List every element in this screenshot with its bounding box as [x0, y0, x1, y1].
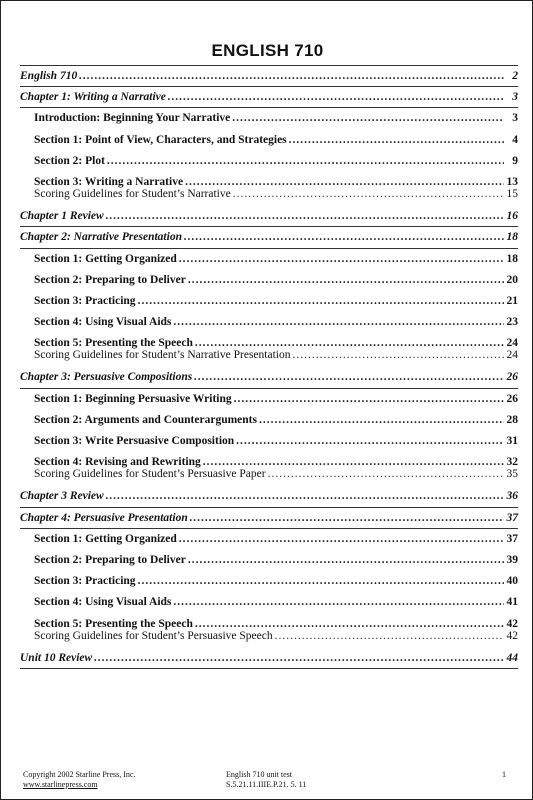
dot-leader: [292, 350, 504, 361]
toc-subentry-row: [20, 350, 518, 363]
dot-leader: [106, 486, 504, 507]
dot-leader: [179, 529, 504, 550]
toc-section-row: [20, 550, 518, 571]
toc-entry-label: Section 4: Using Visual Aids: [34, 596, 172, 609]
toc-chapter-row: [20, 227, 518, 248]
toc-chapter-row: [20, 508, 518, 529]
toc-entry: [34, 529, 518, 550]
toc-entry-page: 24: [506, 337, 518, 350]
toc-entry-page: 13: [506, 175, 518, 188]
toc-entry-label: Section 1: Getting Organized: [34, 532, 177, 545]
dot-leader: [173, 592, 504, 613]
unit-test-label: English 710 unit test: [226, 770, 292, 779]
toc-entry-label: Section 1: Beginning Persuasive Writing: [34, 392, 232, 405]
dot-leader: [275, 631, 504, 642]
toc-section-row: [20, 389, 518, 410]
toc-section-row: [20, 410, 518, 431]
toc-entry-label: Section 2: Arguments and Counterarguments: [34, 413, 257, 426]
toc-section-row: [20, 151, 518, 172]
toc-entry-label: Section 2: Plot: [34, 154, 105, 167]
toc-section-row: [20, 108, 518, 129]
toc-entry: [20, 486, 518, 507]
toc-section-row: [20, 249, 518, 270]
toc-entry-page: 42: [506, 617, 518, 630]
dot-leader: [79, 66, 504, 87]
dot-leader: [138, 571, 504, 592]
page-number: 1: [502, 770, 506, 779]
toc-entry: [34, 108, 518, 129]
toc-entry-label: Introduction: Beginning Your Narrative: [34, 112, 231, 125]
dot-leader: [179, 249, 504, 270]
toc-section-row: [20, 431, 518, 452]
toc-entry-page: 16: [506, 210, 518, 223]
toc-entry: [20, 367, 518, 388]
toc-entry-page: 31: [506, 435, 518, 447]
toc-entry: [34, 130, 518, 151]
toc-entry-page: 41: [506, 596, 518, 609]
toc-entry-label: Scoring Guidelines for Student’s Narrative Presentation: [34, 349, 291, 362]
dot-leader: [184, 227, 504, 248]
toc-entry-page: 32: [506, 456, 518, 469]
toc-entry: [34, 270, 518, 291]
toc-entry-page: 4: [512, 133, 518, 146]
toc-entry-label: Chapter 1 Review: [20, 210, 104, 223]
toc-entry-page: 23: [506, 316, 518, 329]
toc-entry-label: Chapter 3: Persuasive Compositions: [20, 371, 193, 384]
dot-leader: [232, 108, 504, 129]
dot-leader: [107, 151, 504, 172]
toc-entry-page: 2: [512, 70, 518, 82]
toc-entry: [34, 431, 518, 452]
toc-entry: [34, 389, 518, 410]
toc-entry-label: Chapter 3 Review: [20, 490, 104, 503]
toc-entry-label: Section 3: Practicing: [34, 575, 136, 588]
toc-entry-page: 28: [506, 413, 518, 426]
toc-entry: [34, 350, 518, 361]
toc-entry-label: Unit 10 Review: [20, 651, 93, 664]
copyright-text: Copyright 2002 Starline Press, Inc.: [23, 770, 136, 779]
toc-entry-page: 18: [506, 252, 518, 265]
dot-leader: [190, 508, 504, 529]
toc-entry: [20, 87, 518, 108]
toc-section-row: [20, 529, 518, 550]
toc-section-row: [20, 130, 518, 151]
dot-leader: [94, 648, 504, 669]
toc-entry: [34, 592, 518, 613]
toc-entry-page: 39: [506, 553, 518, 566]
dot-leader: [173, 312, 504, 333]
toc-entry-page: 20: [506, 273, 518, 286]
toc-entry-label: Section 1: Getting Organized: [34, 252, 177, 265]
toc-chapter-row: [20, 206, 518, 227]
toc-entry-page: 44: [506, 651, 518, 664]
toc-section-row: [20, 592, 518, 613]
toc-entry-label: Section 5: Presenting the Speech: [34, 617, 193, 630]
page-title: ENGLISH 710: [211, 41, 324, 60]
toc-entry: [20, 206, 518, 227]
toc-subentry-row: [20, 469, 518, 482]
standards-code: S.5.21.11.IIIE.P.21. 5. 11: [226, 780, 307, 789]
toc-entry-page: 42: [506, 629, 518, 642]
toc-entry-label: Section 3: Write Persuasive Composition: [34, 435, 235, 447]
toc-entry: [34, 312, 518, 333]
toc-entry-page: 18: [506, 231, 518, 244]
toc-entry-label: Section 4: Revising and Rewriting: [34, 456, 201, 469]
toc-section-row: [20, 270, 518, 291]
toc-entry-label: Scoring Guidelines for Student’s Persuasive Speech: [34, 629, 273, 642]
toc-entry-page: 21: [506, 294, 518, 307]
dot-leader: [234, 389, 504, 410]
toc-subentry-row: [20, 189, 518, 202]
dot-leader: [188, 550, 504, 571]
toc-entry-label: Chapter 4: Persuasive Presentation: [20, 511, 188, 524]
dot-leader: [106, 206, 504, 227]
toc-entry: [34, 571, 518, 592]
toc-section-row: [20, 291, 518, 312]
toc-entry-page: 35: [506, 468, 518, 481]
toc-entry-label: Scoring Guidelines for Student’s Narrative: [34, 188, 231, 201]
toc-entry-page: 37: [506, 532, 518, 545]
toc-entry-label: Chapter 2: Narrative Presentation: [20, 231, 182, 244]
toc-entry-page: 40: [506, 575, 518, 588]
toc-entry-label: Section 5: Presenting the Speech: [34, 337, 193, 350]
toc-entry-page: 36: [506, 490, 518, 503]
toc-entry-page: 37: [506, 511, 518, 524]
dot-leader: [194, 367, 504, 388]
toc-entry-label: Section 1: Point of View, Characters, and Strategies: [34, 133, 287, 146]
dot-leader: [236, 431, 504, 452]
dot-leader: [289, 130, 504, 151]
toc-entry: [34, 631, 518, 642]
toc-chapter-row: [20, 66, 518, 87]
toc-entry: [20, 508, 518, 529]
dot-leader: [233, 189, 504, 200]
dot-leader: [168, 87, 504, 108]
toc-chapter-row: [20, 486, 518, 507]
toc-chapter-row: [20, 87, 518, 108]
toc-entry-label: Scoring Guidelines for Student’s Persuasive Paper: [34, 468, 266, 481]
toc-chapter-row: [20, 367, 518, 388]
dot-leader: [268, 469, 504, 480]
footer-left: [23, 770, 135, 790]
toc-entry: [34, 151, 518, 172]
toc-entry: [34, 410, 518, 431]
dot-leader: [188, 270, 504, 291]
toc-entry: [20, 648, 518, 669]
toc-chapter-row: [20, 648, 518, 669]
toc-entry-label: English 710: [20, 70, 78, 82]
toc-entry-label: Section 3: Writing a Narrative: [34, 175, 184, 188]
toc-section-row: [20, 571, 518, 592]
toc-entry-label: Chapter 1: Writing a Narrative: [20, 91, 166, 104]
toc-entry: [20, 227, 518, 248]
toc-entry: [34, 291, 518, 312]
toc-entry: [34, 189, 518, 200]
toc-entry-page: 3: [512, 91, 518, 104]
toc-entry-label: Section 3: Practicing: [34, 294, 136, 307]
website-link[interactable]: www.starlinepress.com: [23, 780, 98, 789]
footer-middle: [226, 770, 306, 790]
toc-entry: [34, 249, 518, 270]
table-of-contents: [20, 65, 518, 669]
toc-entry-page: 26: [506, 392, 518, 405]
toc-entry-label: Section 2: Preparing to Deliver: [34, 273, 186, 286]
toc-entry-label: Section 2: Preparing to Deliver: [34, 553, 186, 566]
toc-entry: [34, 469, 518, 480]
toc-entry-label: Section 4: Using Visual Aids: [34, 316, 172, 329]
toc-subentry-row: [20, 631, 518, 644]
dot-leader: [138, 291, 504, 312]
toc-entry-page: 9: [512, 154, 518, 167]
toc-entry-page: 26: [506, 371, 518, 384]
dot-leader: [259, 410, 504, 431]
toc-entry-page: 24: [506, 349, 518, 362]
toc-entry-page: 3: [512, 112, 518, 125]
toc-entry-page: 15: [506, 188, 518, 201]
toc-entry: [34, 550, 518, 571]
toc-section-row: [20, 312, 518, 333]
toc-entry: [20, 66, 518, 87]
